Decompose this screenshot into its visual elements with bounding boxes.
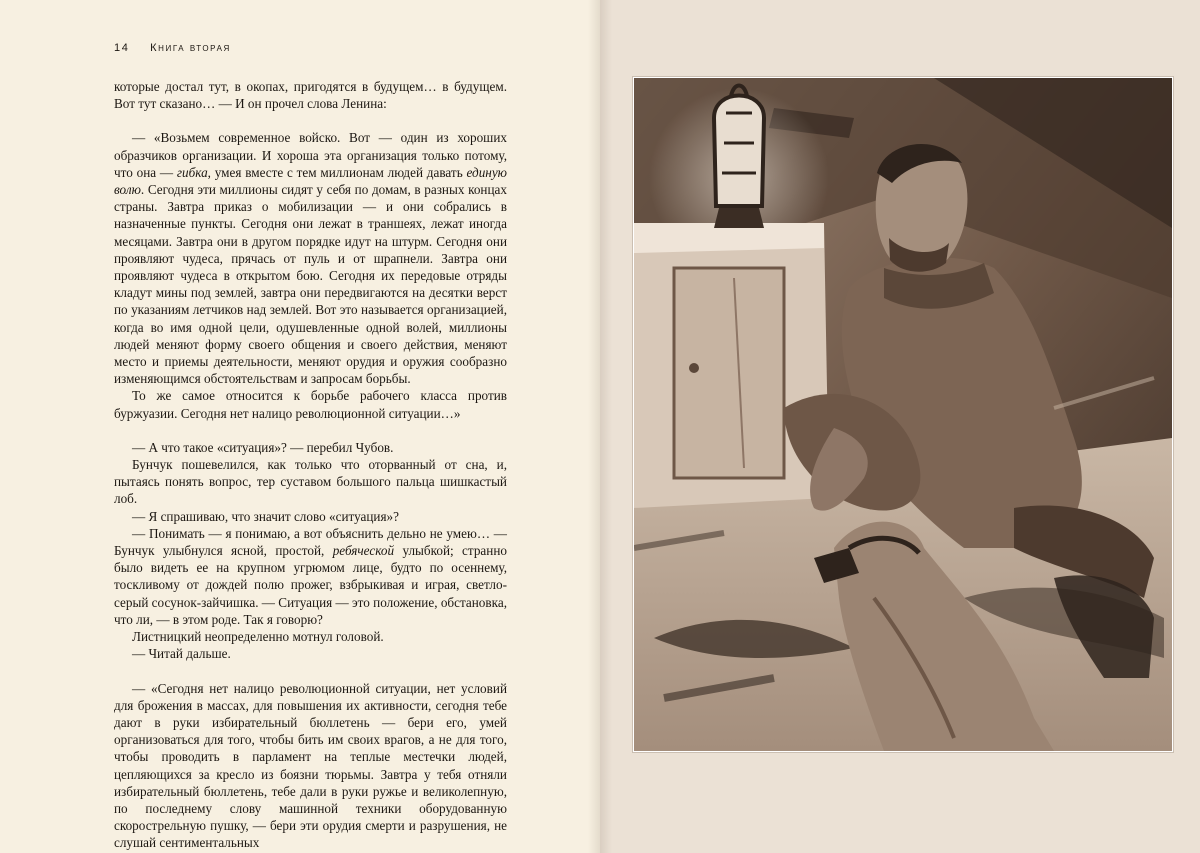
- quote-text: . Сегодня эти миллионы сидят у себя по домам, в разных концах страны. Завтра приказ о мобилизации — и они собрались в назначенные пункты. Сегодня они лежат в траншеях, лежат иногда месяцами. Завтра они в другом порядке идут на штурм. Сегодня они проявляют чудеса, прячась от пуль и от шрапнели. Завтра они проявляют чудеса в открытом бою. Сегодня их передовые отряды кладут мины под землей, завтра они передвигаются на десятки верст по указаниям летчиков над землей. Вот это называется организацией, когда во имя одной цели, одушевленные одной волей, миллионы людей меняют форму своего общения и своего действия, меняют место и приемы деятельности, меняют орудия и оружия сообразно изменяющимся обстоятельствам и запросам борьбы.: [114, 182, 507, 387]
- paragraph: которые достал тут, в окопах, пригодятся в будущем… в будущем. Вот тут сказано… — И он прочел слова Ленина:: [114, 79, 507, 112]
- quote-paragraph: — «Сегодня нет налицо революционной ситуации, нет условий для брожения в массах, для повышения их активности, сегодня тебе дают в руки избирательный бюллетень — бери его, умей организоваться для того, чтобы бить им своих врагов, а не для того, чтобы проводить в парламент на теплые местечки людей, цепляющихся за кресло из боязни тюрьмы. Завтра у тебя отняли избирательный бюллетень, тебе дали в руки ружье и великолепную, по последнему слову машинной техники оборудованную скорострельную пушку, — бери эти орудия смерти и разрушения, не слушай сентиментальных: [114, 680, 507, 851]
- paragraph: Бунчук пошевелился, как только что оторванный от сна, и, пытаясь понять вопрос, тер суставом большого пальца шишкастый лоб.: [114, 457, 507, 507]
- paragraph: — Я спрашиваю, что значит слово «ситуация»?: [132, 508, 400, 524]
- paragraph: — Читай дальше.: [132, 646, 231, 662]
- quote-text: , умея вместе с тем миллионам людей давать: [207, 164, 467, 180]
- lenin-quote-paragraph: [114, 129, 507, 387]
- paragraph-text: улыбкой; странно было видеть ее на крупном угрюмом лице, будто по осеннему, тоскливому от дождей полю прожег, взбрыкивая и играя, светло-серый сосунок-зайчишка. — Ситуация — это положение, обстановка, что ли, — в этом роде. Так я говорю?: [114, 543, 507, 627]
- book-title: Книга вторая: [150, 42, 231, 54]
- paragraph: То же самое относится к борьбе рабочего класса против буржуазии. Сегодня нет налицо революционной ситуации…»: [114, 388, 507, 421]
- body-text: [114, 78, 507, 852]
- paragraph-text: Бунчук улыбнулся ясной, простой,: [114, 543, 333, 559]
- running-header: [114, 42, 231, 54]
- paragraph: Листницкий неопределенно мотнул головой.: [132, 629, 384, 645]
- quote-text: — «Возьмем современное войско. Вот — один из хороших образчиков организации. И хороша эта организация только потому, что она —: [114, 130, 507, 180]
- page-number: 14: [114, 42, 130, 54]
- paragraph: — А что такое «ситуация»? — перебил Чубов.: [132, 439, 394, 455]
- emphasis: единую волю: [114, 164, 507, 198]
- paragraph: — Понимать — я понимаю, а вот объяснить дельно не умею… —: [132, 525, 507, 541]
- emphasis: гибка: [176, 164, 208, 180]
- illustration: [634, 78, 1172, 751]
- paragraph: [114, 542, 507, 628]
- emphasis: ребяческой: [332, 543, 395, 559]
- soldier-in-dugout-illustration: [634, 78, 1172, 751]
- book-gutter: [588, 0, 612, 853]
